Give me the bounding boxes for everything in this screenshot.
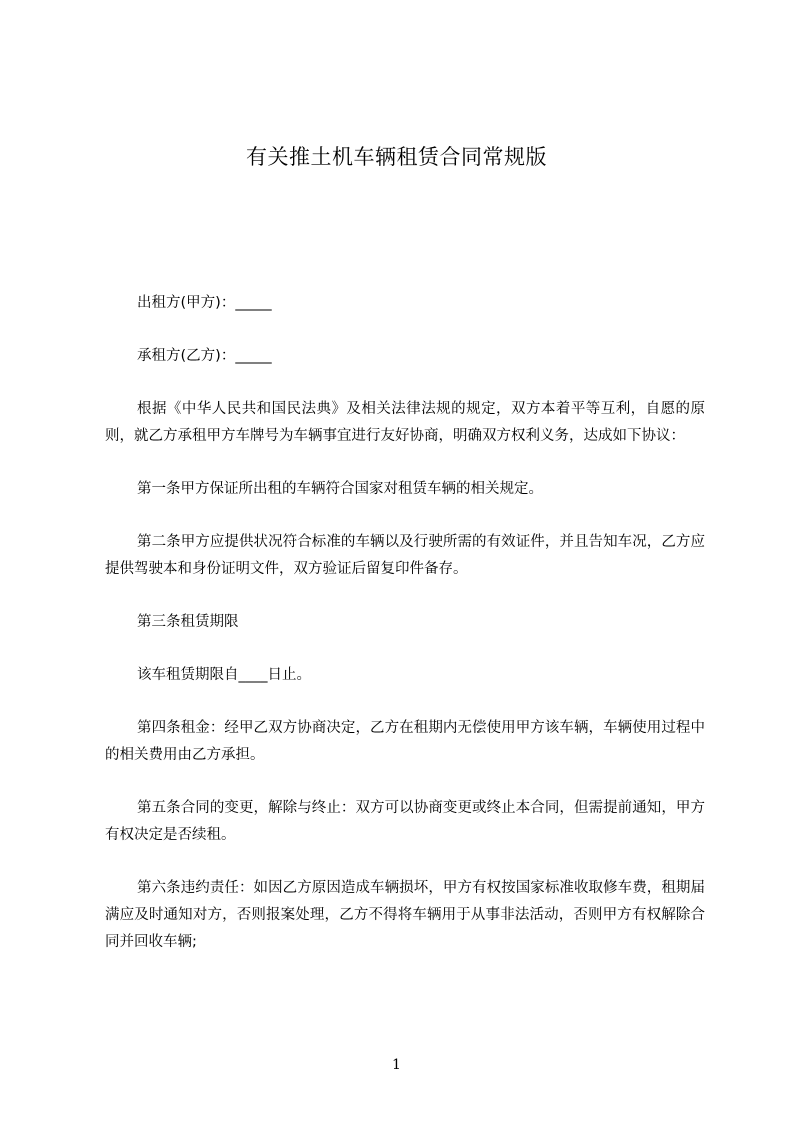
article-3-heading: 第三条租赁期限 [137, 614, 239, 630]
preamble-paragraph: 根据《中华人民共和国民法典》及相关法律法规的规定，双方本着平等互利，自愿的原则，就乙方承租甲方车牌号为车辆事宜进行友好协商，明确双方权利义务，达成如下协议： [105, 401, 705, 444]
article-2-paragraph: 第二条甲方应提供状况符合标准的车辆以及行驶所需的有效证件，并且告知车况，乙方应提供驾驶本和身份证明文件，双方验证后留复印件备存。 [105, 534, 705, 577]
party-a-line: 出租方(甲方)：_____ [137, 295, 272, 311]
page-number: 1 [392, 1057, 401, 1073]
document-body [105, 290, 705, 956]
lease-term-line: 该车租赁期限自____日止。 [137, 667, 311, 683]
article-5-paragraph: 第五条合同的变更，解除与终止：双方可以协商变更或终止本合同，但需提前通知，甲方有权决定是否续租。 [105, 800, 705, 843]
document-title: 有关推土机车辆租赁合同常规版 [246, 145, 547, 169]
party-b-line: 承租方(乙方)：_____ [137, 348, 272, 364]
article-1-paragraph: 第一条甲方保证所出租的车辆符合国家对租赁车辆的相关规定。 [137, 481, 543, 497]
article-6-paragraph: 第六条违约责任：如因乙方原因造成车辆损坏，甲方有权按国家标准收取修车费，租期届满应及时通知对方，否则报案处理，乙方不得将车辆用于从事非法活动，否则甲方有权解除合同并回收车辆; [105, 880, 705, 950]
article-4-paragraph: 第四条租金：经甲乙双方协商决定，乙方在租期内无偿使用甲方该车辆，车辆使用过程中的相关费用由乙方承担。 [105, 720, 705, 763]
